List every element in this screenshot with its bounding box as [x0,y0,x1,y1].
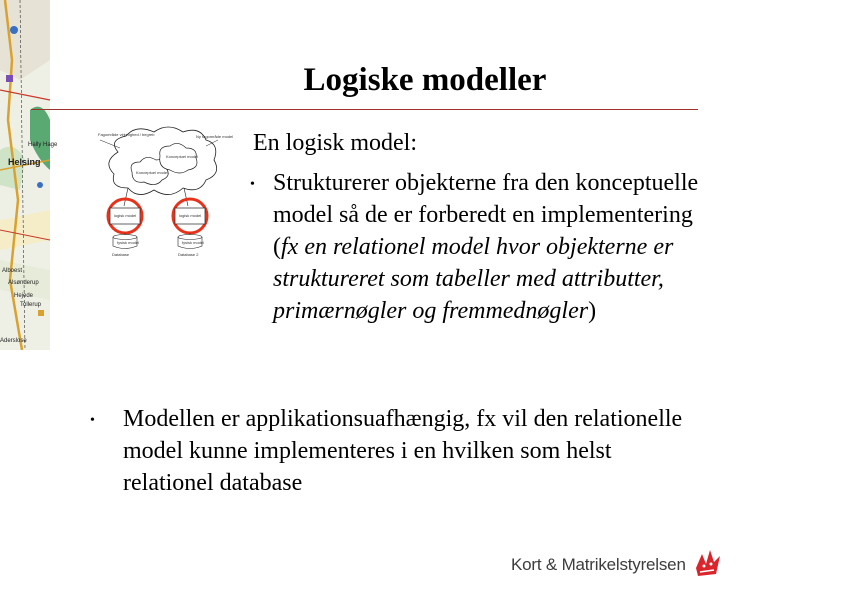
title-divider [31,109,698,110]
model-diagram [88,122,238,262]
slide-title: Logiske modeller [303,62,547,98]
map-label: Hejede [14,293,34,299]
diagram-label: logisk model [114,213,137,218]
bullet-dot: • [250,177,255,192]
map-fragment [0,0,58,350]
diagram-label: fysisk model [117,240,140,245]
bullet-item [250,167,710,327]
diagram-label: Ny fagområde model [196,134,234,139]
diagram-label: Database [112,252,130,257]
bullet-item [90,403,700,499]
bullet-text: Strukturerer objekterne fra den konceptuelle model så de er forberedt en implementering (fx en relationel model hvor objekterne er struktureret som tabeller med attributter, primærnøgler og fremmednøgler) [273,170,699,324]
map-label: Alboest [2,268,23,274]
logo-text: Kort & Matrikelstyrelsen [511,555,686,574]
map-label: Tollerup [20,302,42,308]
diagram-label: Fagområde virkelighed / begreb [98,132,155,137]
diagram-graphic [88,122,238,262]
diagram-label: fysisk model [182,240,205,245]
bullet-list [250,167,710,327]
map-label: Alsønderup [8,280,39,286]
map-label: Aderslose [0,338,27,344]
diagram-label: Konceptuel model [136,170,169,175]
map-label: Hally Hage [28,142,58,148]
brand-logo [511,548,722,582]
bullet-dot: • [90,413,95,428]
diagram-label: Database 2 [178,252,199,257]
lead-text: En logisk model: [253,130,417,156]
crown-icon [692,548,722,582]
bullet-text: Modellen er applikationsuafhængig, fx vil den relationelle model kunne implementeres i en hvilken som helst relationel database [123,406,683,496]
map-label: Helsing [8,157,41,167]
diagram-label: logisk model [179,213,202,218]
diagram-label: Konceptuel model [166,154,199,159]
